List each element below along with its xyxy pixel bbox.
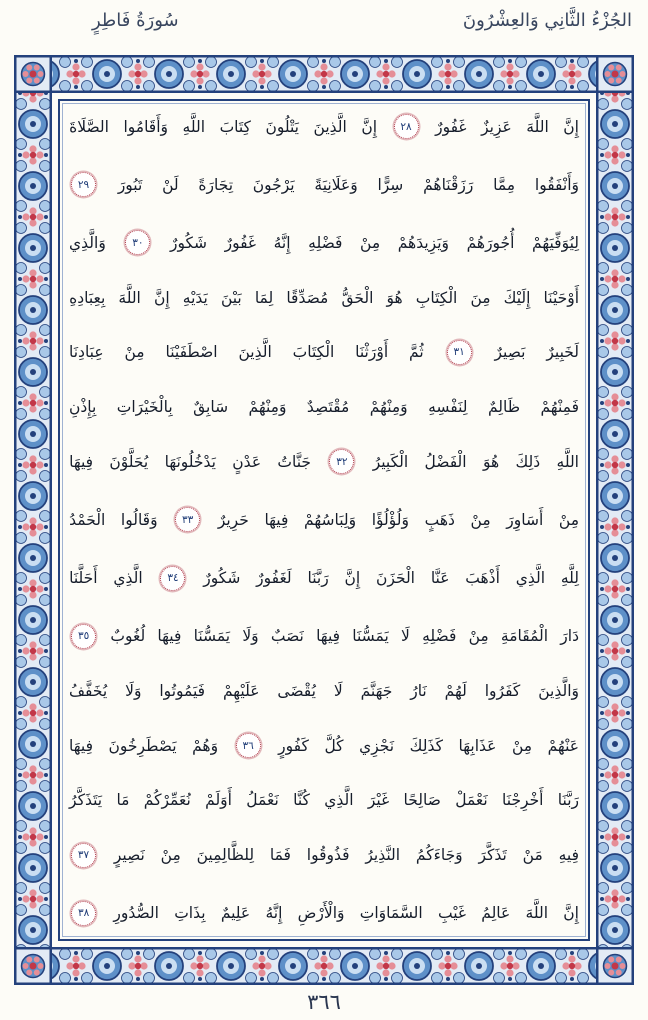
quran-word: فِيهَا <box>157 627 182 646</box>
quran-word: أَذْهَبَ <box>465 569 500 588</box>
quran-word: نُعَمِّرْكُمْ <box>143 791 191 810</box>
quran-line <box>69 566 579 591</box>
quran-word: ثُمَّ <box>409 343 424 362</box>
quran-word: وَمِنْهُمْ <box>369 398 408 417</box>
quran-word: فَمَا <box>269 846 291 865</box>
quran-word: إِنَّهُ <box>265 904 283 923</box>
quran-word: صَالِحًا <box>403 791 441 810</box>
ayah-end-marker: ٣٣ <box>175 507 200 532</box>
quran-word: وَلِبَاسُهُمْ <box>304 510 357 529</box>
quran-line <box>69 624 579 649</box>
quran-word: الَّذِينَ <box>313 117 347 136</box>
quran-word: شَكُورٌ <box>203 569 241 588</box>
quran-word: وَيَزِيدَهُمْ <box>397 233 449 252</box>
quran-word: الْفَضْلُ <box>424 452 467 471</box>
quran-word: ظَالِمٌ <box>487 398 521 417</box>
quran-word: بَيْنَ <box>220 288 242 307</box>
quran-word: غَيْبِ <box>437 904 466 923</box>
quran-word: لَنْ <box>162 175 179 194</box>
quran-word: مِنْ <box>124 343 145 362</box>
quran-word: الَّذِي <box>515 569 546 588</box>
quran-word: عَدْنٍ <box>232 452 262 471</box>
quran-word: بَصِيرٌ <box>494 343 526 362</box>
quran-word: الْحَقُّ <box>341 288 374 307</box>
quran-text-area <box>67 108 581 932</box>
quran-word: مِنْ <box>160 846 181 865</box>
quran-line <box>69 289 579 307</box>
quran-line <box>69 340 579 365</box>
quran-word: عَنْهُمْ <box>547 736 579 755</box>
quran-word: غَفُورٌ <box>435 117 467 136</box>
quran-word: اللَّهَ <box>118 288 141 307</box>
quran-word: الَّذِينَ <box>238 343 272 362</box>
ayah-end-marker: ٣٨ <box>71 901 96 926</box>
quran-word: كُنَّا <box>293 791 310 810</box>
quran-word: الْحَزَنَ <box>376 569 415 588</box>
quran-word: مُصَدِّقًا <box>286 288 329 307</box>
quran-word: كُلَّ <box>324 736 344 755</box>
quran-word: تَبُورَ <box>117 175 143 194</box>
quran-word: تِجَارَةً <box>198 175 234 194</box>
quran-word: أَوْرَثْنَا <box>355 343 389 362</box>
quran-line <box>69 398 579 416</box>
quran-word: رَزَقْنَاهُمْ <box>423 175 474 194</box>
quran-word: عَزِيزٌ <box>481 117 512 136</box>
border-strip-right-icon <box>596 93 634 947</box>
quran-word: نَعْمَلُ <box>246 791 279 810</box>
quran-word: اصْطَفَيْنَا <box>165 343 218 362</box>
ayah-end-marker: ٢٨ <box>394 114 419 139</box>
quran-word: لَا <box>401 627 410 646</box>
quran-word: بِالْخَيْرَاتِ <box>116 398 173 417</box>
quran-word: عَالِمُ <box>481 904 511 923</box>
quran-word: أَسَاوِرَ <box>506 510 544 529</box>
quran-word: وَقَالُوا <box>120 510 158 529</box>
quran-line <box>69 733 579 758</box>
quran-line <box>69 230 579 255</box>
quran-word: كَذَلِكَ <box>409 736 443 755</box>
quran-word: فَذُوقُوا <box>306 846 350 865</box>
quran-word: يُحَلَّوْنَ <box>109 452 149 471</box>
juz-label: الجُزْءُ الثَّانِي وَالعِشْرُونَ <box>462 10 632 31</box>
quran-word: وَلَا <box>125 682 142 701</box>
quran-word: نَجْزِي <box>359 736 395 755</box>
quran-word: عَذَابِهَا <box>458 736 497 755</box>
quran-word: رَبَّنَا <box>557 791 579 810</box>
quran-line <box>69 901 579 926</box>
quran-word: أَخْرِجْنَا <box>502 791 544 810</box>
quran-word: لِنَفْسِهِ <box>428 398 468 417</box>
quran-word: جَهَنَّمَ <box>360 682 393 701</box>
quran-word: اللَّهِ <box>182 117 206 136</box>
quran-word: غَفُورٌ <box>224 233 257 252</box>
quran-word: هُوَ <box>386 288 403 307</box>
quran-word: مِنْ <box>511 736 533 755</box>
quran-word: مِنَ <box>470 288 491 307</box>
quran-word: الَّذِي <box>324 791 354 810</box>
quran-word: فِيهِ <box>558 846 579 865</box>
quran-word: لِلَّهِ <box>560 569 579 588</box>
quran-word: لَا <box>333 682 343 701</box>
quran-word: اللَّهِ <box>556 452 579 471</box>
ayah-end-marker: ٢٩ <box>71 172 96 197</box>
quran-word: وَجَاءَكُمُ <box>415 846 463 865</box>
quran-word: مُقْتَصِدٌ <box>306 398 350 417</box>
quran-word: فِيهَا <box>69 452 94 471</box>
quran-word: بِإِذْنِ <box>69 398 97 417</box>
quran-word: وَلُؤْلُؤًا <box>371 510 409 529</box>
quran-word: رَبَّنَا <box>307 569 329 588</box>
quran-word: فِيهَا <box>264 510 289 529</box>
quran-word: يَصْطَرِخُونَ <box>108 736 177 755</box>
quran-word: مَا <box>116 791 130 810</box>
quran-word: إِنَّ <box>361 117 378 136</box>
quran-word: شَكُورٌ <box>169 233 208 252</box>
quran-line <box>69 172 579 197</box>
quran-word: الْكِتَابِ <box>415 288 458 307</box>
quran-word: أَوْحَيْنَا <box>543 288 579 307</box>
quran-word: مَنْ <box>522 846 543 865</box>
quran-word: كَفَرُوا <box>484 682 521 701</box>
quran-line <box>69 843 579 868</box>
quran-word: يَدْخُلُونَهَا <box>164 452 216 471</box>
quran-word: بِعِبَادِهِ <box>69 288 106 307</box>
quran-word: يَتْلُونَ <box>265 117 299 136</box>
quran-word: فَمِنْهُمْ <box>540 398 579 417</box>
quran-word: الَّذِي <box>113 569 143 588</box>
quran-word: نَعْمَلْ <box>455 791 488 810</box>
quran-word: عِبَادِنَا <box>69 343 104 362</box>
quran-word: الصُّدُورِ <box>113 904 159 923</box>
quran-word: وَأَقَامُوا <box>123 117 169 136</box>
quran-word: الْمُقَامَةِ <box>500 627 549 646</box>
quran-word: عَلِيمٌ <box>220 904 251 923</box>
quran-word: وَأَنْفَقُوا <box>534 175 579 194</box>
corner-rosette-icon <box>596 55 634 93</box>
quran-line <box>69 114 579 139</box>
quran-word: إِنَّ <box>563 117 579 136</box>
quran-word: الْحَمْدُ <box>69 510 106 529</box>
quran-word: الْكَبِيرُ <box>372 452 409 471</box>
quran-line <box>69 791 579 809</box>
border-strip-bottom-icon <box>14 947 634 985</box>
quran-word: غَيْرَ <box>367 791 390 810</box>
quran-word: السَّمَاوَاتِ <box>359 904 423 923</box>
quran-word: نَارُ <box>410 682 427 701</box>
quran-word: فَضْلِهِ <box>308 233 343 252</box>
ayah-end-marker: ٣٥ <box>71 624 96 649</box>
ayah-end-marker: ٣٦ <box>236 733 261 758</box>
quran-word: يَدَيْهِ <box>182 288 208 307</box>
quran-line <box>69 682 579 700</box>
quran-word: أَحَلَّنَا <box>69 569 98 588</box>
quran-word: لِيُوَفِّيَهُمْ <box>532 233 579 252</box>
quran-word: الصَّلَاةَ <box>69 117 109 136</box>
ayah-end-marker: ٣٢ <box>329 449 354 474</box>
quran-word: فِيهَا <box>69 736 93 755</box>
quran-word: هُوَ <box>482 452 500 471</box>
quran-word: مِنْ <box>468 627 489 646</box>
quran-word: يَرْجُونَ <box>252 175 295 194</box>
quran-word: لَخَبِيرٌ <box>546 343 579 362</box>
quran-word: مِنْ <box>360 233 381 252</box>
surah-label: سُورَةُ فَاطِرٍ <box>92 10 179 31</box>
quran-word: إِنَّ <box>344 569 361 588</box>
quran-word: أَوَلَمْ <box>205 791 232 810</box>
quran-word: نَصَبٌ <box>270 627 304 646</box>
quran-word: لِمَا <box>254 288 274 307</box>
ayah-end-marker: ٣٠ <box>125 230 150 255</box>
ornamental-border-frame <box>14 55 634 985</box>
quran-word: الْكِتَابَ <box>292 343 335 362</box>
quran-word: وَالَّذِينَ <box>538 682 579 701</box>
quran-word: فَيَمُوتُوا <box>159 682 206 701</box>
quran-word: فِيهَا <box>316 627 341 646</box>
quran-word: مِمَّا <box>493 175 516 194</box>
quran-word: سِرًّا <box>377 175 404 194</box>
quran-word: وَهُمْ <box>192 736 219 755</box>
quran-word: إِلَيْكَ <box>503 288 531 307</box>
quran-word: تَذَكَّرَ <box>478 846 507 865</box>
quran-word: فَضْلِهِ <box>422 627 457 646</box>
quran-word: جَنَّاتُ <box>277 452 311 471</box>
quran-word: عَنَّا <box>430 569 450 588</box>
quran-word: حَرِيرٌ <box>217 510 249 529</box>
quran-word: اللَّهَ <box>525 904 549 923</box>
quran-word: مِنْ <box>470 510 491 529</box>
quran-word: إِنَّهُ <box>273 233 291 252</box>
quran-word: لِلظَّالِمِينَ <box>196 846 255 865</box>
quran-line <box>69 507 579 532</box>
quran-word: لُغُوبٌ <box>110 627 146 646</box>
quran-word: وَالَّذِي <box>69 233 106 252</box>
quran-word: وَمِنْهُمْ <box>248 398 287 417</box>
corner-rosette-icon <box>14 55 52 93</box>
quran-word: لَغَفُورٌ <box>256 569 292 588</box>
quran-word: يُخَفَّفُ <box>69 682 108 701</box>
border-strip-left-icon <box>14 93 52 947</box>
quran-word: يَمَسُّنَا <box>193 627 231 646</box>
ayah-end-marker: ٣٤ <box>160 566 185 591</box>
quran-word: إِنَّ <box>153 288 170 307</box>
quran-word: دَارَ <box>560 627 579 646</box>
quran-word: النَّذِيرُ <box>365 846 401 865</box>
quran-word: لَهُمْ <box>444 682 467 701</box>
quran-word: اللَّهَ <box>526 117 549 136</box>
ayah-end-marker: ٣٧ <box>71 843 96 868</box>
quran-word: إِنَّ <box>563 904 579 923</box>
quran-word: يُقْضَى <box>277 682 316 701</box>
quran-word: سَابِقٌ <box>193 398 229 417</box>
ayah-end-marker: ٣١ <box>447 340 472 365</box>
quran-word: ذَهَبٍ <box>424 510 455 529</box>
quran-word: ذَلِكَ <box>515 452 541 471</box>
page-number: ٣٦٦ <box>307 990 341 1014</box>
border-strip-top-icon <box>14 55 634 93</box>
quran-word: كَفُورٍ <box>278 736 309 755</box>
quran-word: يَتَذَكَّرُ <box>69 791 103 810</box>
quran-line <box>69 449 579 474</box>
quran-word: نَصِيرٍ <box>113 846 145 865</box>
quran-word: أُجُورَهُمْ <box>466 233 515 252</box>
quran-word: عَلَيْهِمْ <box>222 682 260 701</box>
corner-rosette-icon <box>596 947 634 985</box>
quran-word: كِتَابَ <box>219 117 251 136</box>
quran-word: بِذَاتِ <box>174 904 206 923</box>
page-header <box>0 10 648 31</box>
quran-word: وَالْأَرْضِ <box>297 904 345 923</box>
quran-word: مِنْ <box>558 510 579 529</box>
quran-word: يَمَسُّنَا <box>352 627 389 646</box>
quran-word: وَلَا <box>242 627 259 646</box>
corner-rosette-icon <box>14 947 52 985</box>
quran-word: وَعَلَانِيَةً <box>314 175 358 194</box>
